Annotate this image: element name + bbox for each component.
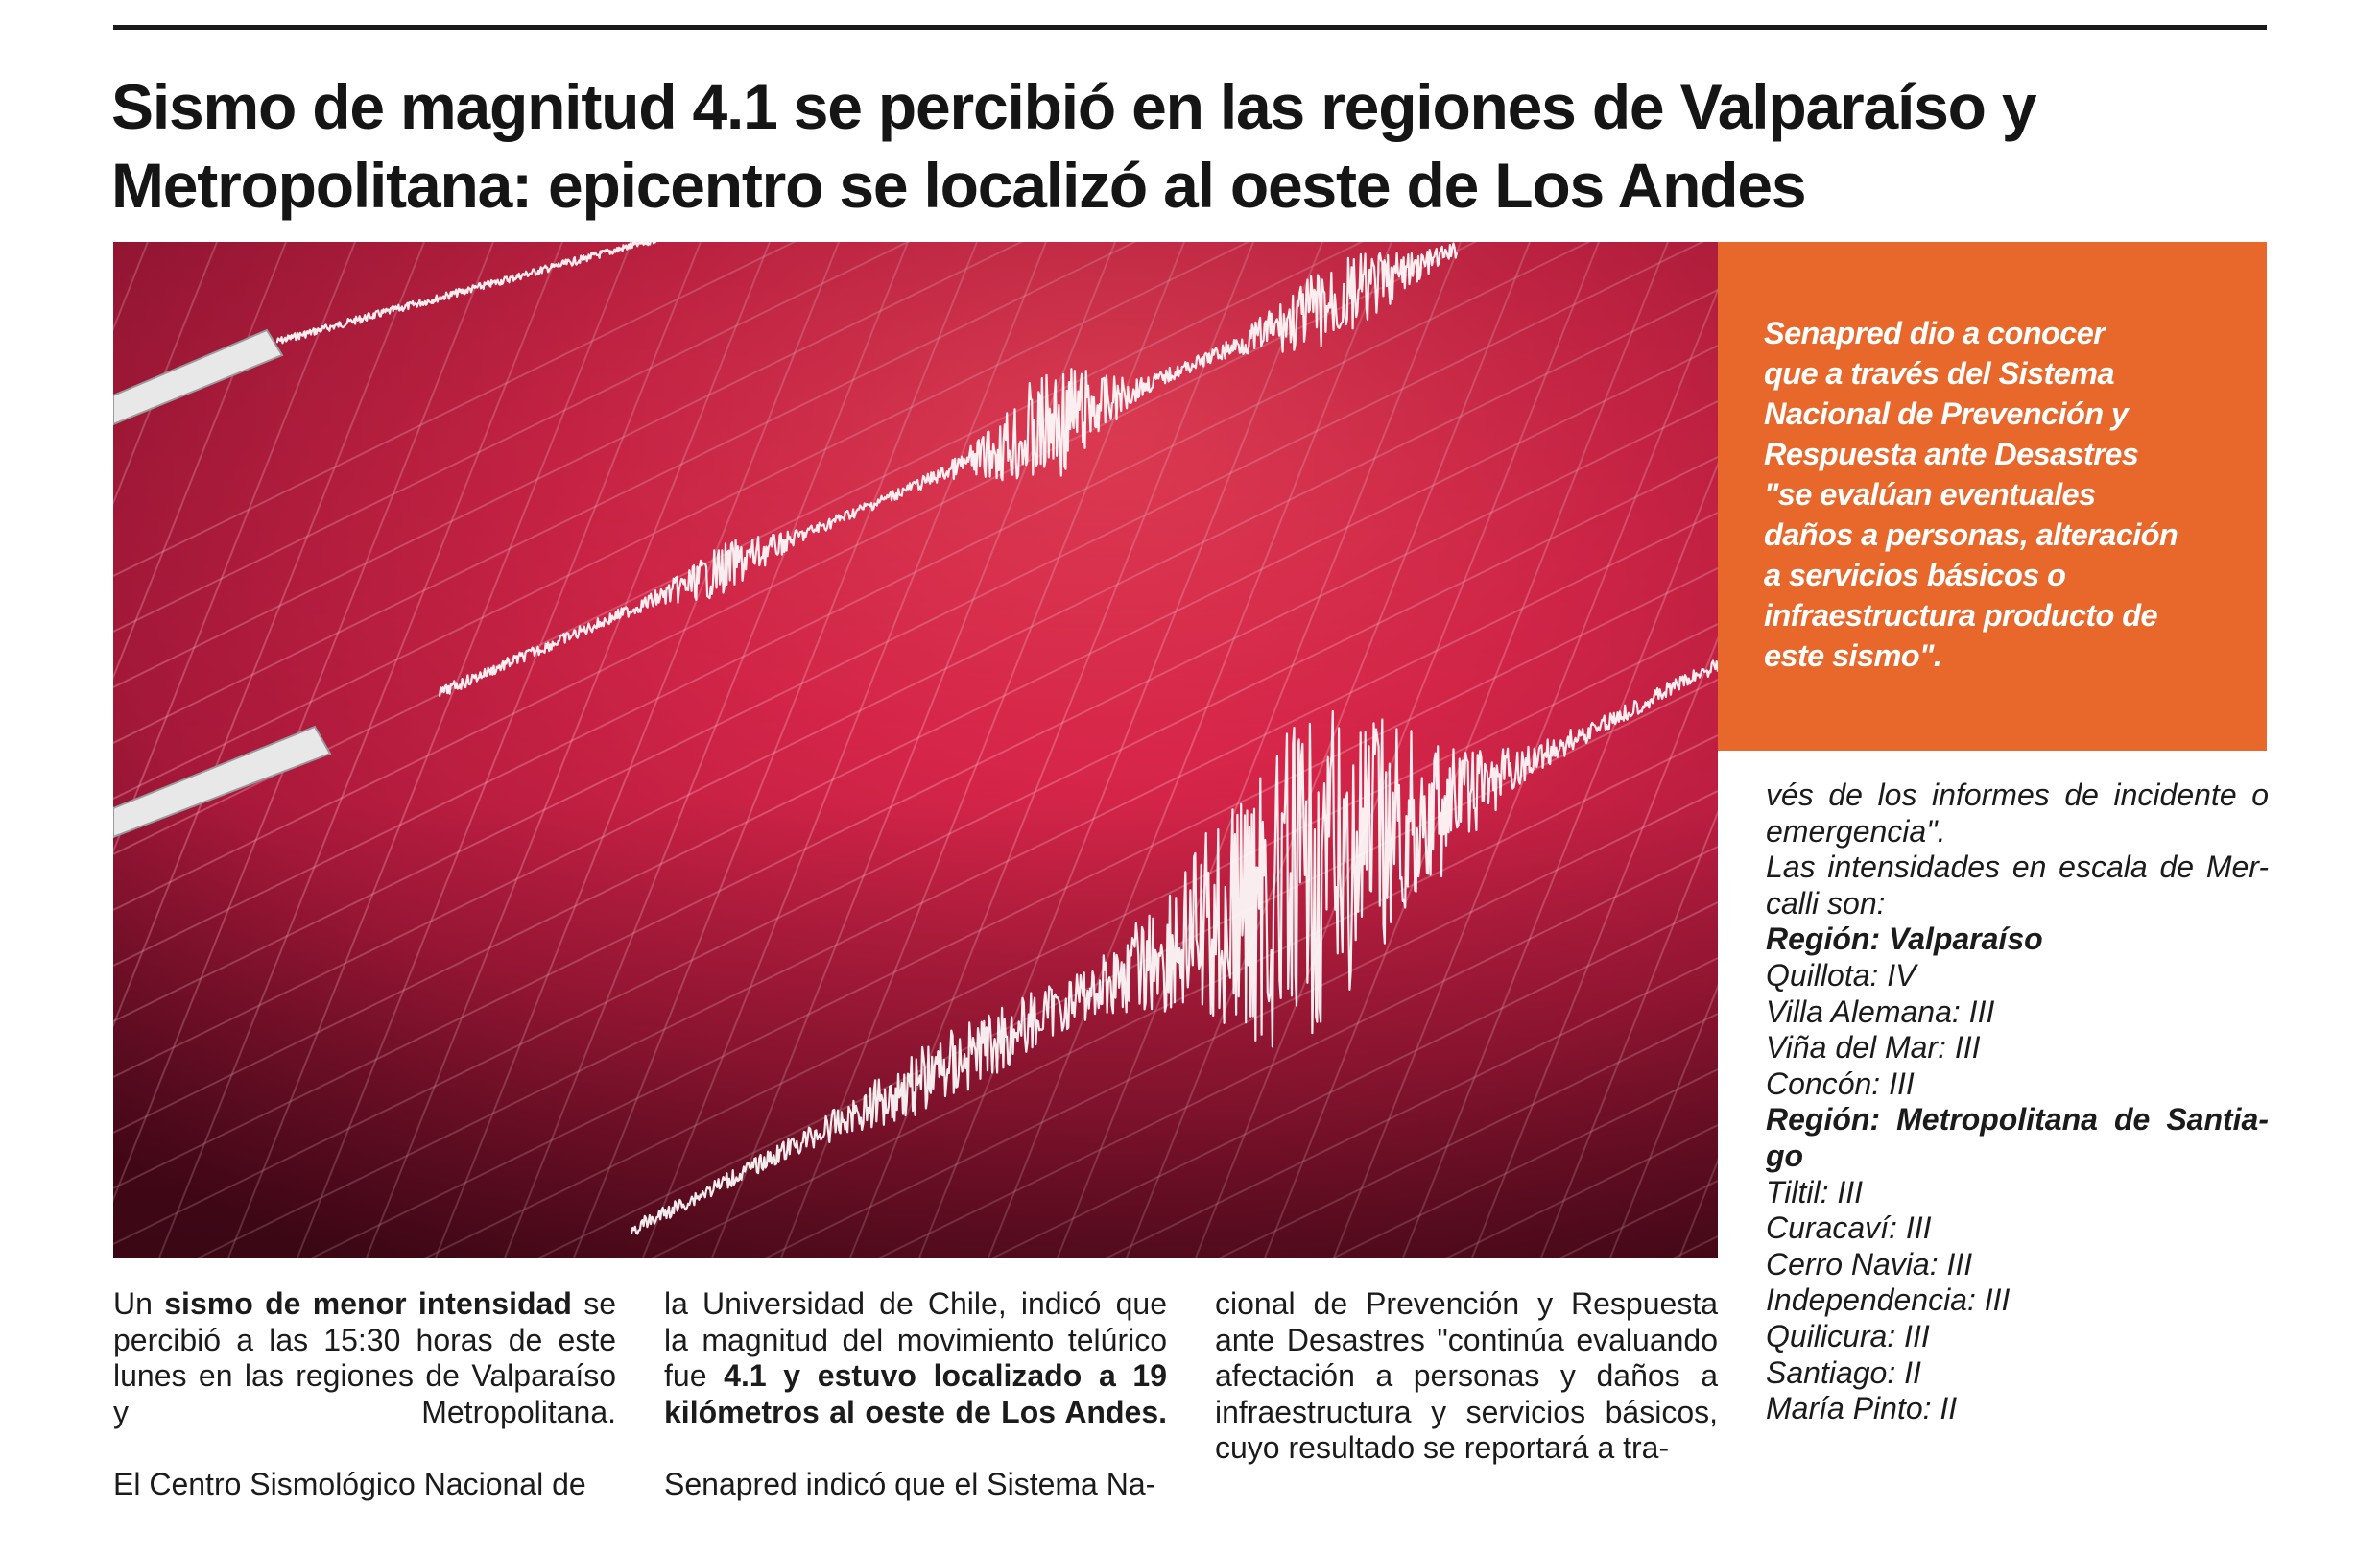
intensity-item: María Pinto: II: [1766, 1391, 1958, 1426]
intensity-item: Viña del Mar: III: [1766, 1030, 1981, 1066]
intensity-item: Cerro Navia: III: [1766, 1246, 1973, 1282]
top-rule: [113, 25, 2267, 30]
body-text: Un: [113, 1286, 165, 1321]
region-heading-metropolitana-cont: go: [1766, 1138, 1804, 1173]
intensity-item: Tiltil: III: [1766, 1174, 1864, 1210]
metropolitana-intensity-list: [1766, 1175, 2269, 1427]
side-text-line: vés de los informes de incidente o: [1766, 778, 2269, 812]
pull-quote-line: Senapred dio a conocer: [1764, 316, 2106, 350]
body-bold-text: sismo de menor intensidad: [164, 1286, 572, 1321]
valparaiso-intensity-list: [1766, 958, 2269, 1102]
body-text: se percibió a las 15:30 horas de este lunes en las regiones de Valparaíso y Metropolitana.: [113, 1286, 617, 1429]
pull-quote-line: este sismo".: [1764, 638, 1942, 673]
intensity-item: Villa Alemana: III: [1766, 994, 1995, 1029]
side-text-line: emergencia".: [1766, 813, 1946, 849]
intensity-item: Quillota: IV: [1766, 957, 1916, 993]
pull-quote-line: a servicios básicos o: [1764, 558, 2066, 592]
seismograph-image: [113, 242, 1718, 1258]
side-text-line: Las intensidades en escala de Mer-: [1766, 850, 2269, 885]
body-paragraph-5: cional de Prevención y Respuesta ante Desastres "continúa evaluando afectación a personas y daños a infraestructura y servicios básicos, cuyo resultado se reportará a tra-: [1215, 1286, 1718, 1466]
body-paragraph-4: Senapred indicó que el Sistema Na-: [664, 1466, 1156, 1501]
side-text-line: calli son:: [1766, 885, 1886, 921]
pull-quote-line: daños a personas, alteración: [1764, 517, 2178, 552]
intensity-item: Independencia: III: [1766, 1282, 2011, 1318]
body-column-1: [113, 1286, 616, 1503]
body-paragraph-1: [113, 1286, 616, 1467]
body-column-3: [1215, 1286, 1718, 1467]
pull-quote-box: [1718, 242, 2267, 751]
pull-quote-line: que a través del Sistema: [1764, 356, 2114, 391]
body-column-2: [664, 1286, 1167, 1503]
pull-quote-line: Nacional de Prevención y: [1764, 396, 2129, 431]
pull-quote-line: Respuesta ante Desastres: [1764, 437, 2139, 471]
region-heading-valparaiso: Región: Valparaíso: [1766, 922, 2043, 957]
body-bold-text: 4.1 y estuvo localizado a 19 kilómetros al oeste de Los Andes.: [664, 1358, 1168, 1429]
intensity-item: Quilicura: III: [1766, 1318, 1930, 1353]
region-heading-metropolitana: Región: Metropolitana de Santia-: [1766, 1102, 2269, 1138]
body-paragraph-3: [664, 1286, 1167, 1467]
intensity-item: Concón: III: [1766, 1066, 1915, 1101]
intensity-item: Santiago: II: [1766, 1354, 1921, 1390]
headline: [111, 67, 2299, 225]
headline-line-2: Metropolitana: epicentro se localizó al oeste de Los Andes: [111, 150, 1806, 221]
pull-quote-line: infraestructura producto de: [1764, 598, 2157, 633]
intensity-column: [1766, 778, 2269, 1427]
headline-line-1: Sismo de magnitud 4.1 se percibió en las regiones de Valparaíso y: [111, 71, 2036, 142]
body-paragraph-2: El Centro Sismológico Nacional de: [113, 1466, 586, 1501]
pull-quote-text: [1764, 313, 2228, 676]
intensity-item: Curacaví: III: [1766, 1210, 1932, 1246]
pull-quote-line: "se evalúan eventuales: [1764, 477, 2096, 512]
body-text: la Universidad de Chile, indicó que la magnitud del movimiento telúrico fue: [664, 1286, 1167, 1394]
